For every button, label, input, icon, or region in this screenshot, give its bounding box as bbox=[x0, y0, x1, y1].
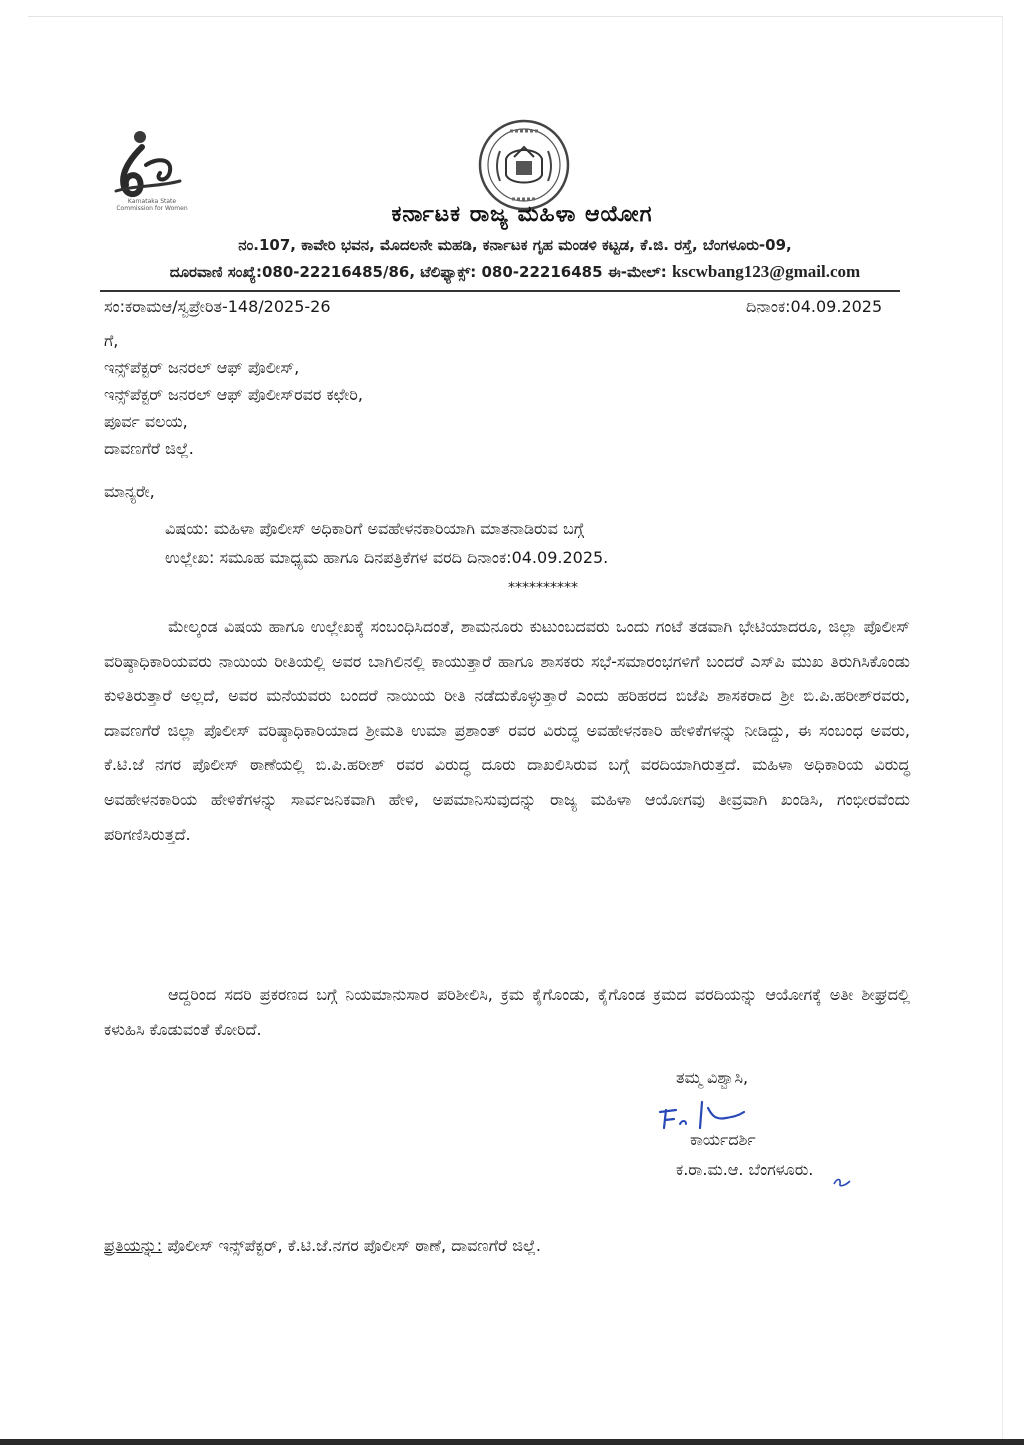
signatory-designation: ಕಾರ್ಯದರ್ಶಿ bbox=[690, 1130, 756, 1149]
body-paragraph-2: ಆದ್ದರಿಂದ ಸದರಿ ಪ್ರಕರಣದ ಬಗ್ಗೆ ನಿಯಮಾನುಸಾರ ಪರಿಶೀಲಿಸಿ, ಕ್ರಮ ಕೈಗೊಂಡು, ಕೈಗೊಂಡ ಕ್ರಮದ ವರದಿಯನ್ನು ಆಯೋಗಕ್ಕೆ ಅತೀ ಶೀಘ್ರದಲ್ಲಿ ಕಳುಹಿಸಿ ಕೊಡುವಂತೆ ಕೋರಿದೆ. bbox=[104, 985, 910, 1039]
scan-bottom-edge bbox=[0, 1439, 1024, 1445]
recipient-line: ಗೆ, bbox=[104, 331, 119, 350]
scan-border-top bbox=[28, 16, 1002, 17]
reference-line: ಉಲ್ಲೇಖ: ಸಮೂಹ ಮಾಧ್ಯಮ ಹಾಗೂ ದಿನಪತ್ರಿಕೆಗಳ ವರದಿ ದಿನಾಂಕ:04.09.2025. bbox=[165, 548, 609, 567]
recipient-line: ದಾವಣಗೆರೆ ಜಿಲ್ಲೆ. bbox=[104, 439, 194, 458]
signatory-office: ಕ.ರಾ.ಮ.ಆ. ಬೆಂಗಳೂರು. bbox=[676, 1160, 814, 1179]
closing-phrase: ತಮ್ಮ ವಿಶ್ವಾಸಿ, bbox=[676, 1068, 749, 1087]
section-separator: ********** bbox=[508, 580, 578, 596]
scan-border-right bbox=[1002, 16, 1003, 1445]
email-address: kscwbang123@gmail.com bbox=[672, 262, 861, 281]
copy-to-line bbox=[104, 1236, 541, 1256]
scan-top-margin bbox=[0, 0, 1024, 22]
subject-line: ವಿಷಯ: ಮಹಿಳಾ ಪೊಲೀಸ್ ಅಧಿಕಾರಿಗೆ ಅವಹೇಳನಕಾರಿಯಾಗಿ ಮಾತನಾಡಿರುವ ಬಗ್ಗೆ bbox=[165, 519, 585, 538]
body-paragraph-1: ಮೇಲ್ಕಂಡ ವಿಷಯ ಹಾಗೂ ಉಲ್ಲೇಖಕ್ಕೆ ಸಂಬಂಧಿಸಿದಂತೆ, ಶಾಮನೂರು ಕುಟುಂಬದವರು ಒಂದು ಗಂಟೆ ತಡವಾಗಿ ಭೇಟಿಯಾದರೂ, ಜಿಲ್ಲಾ ಪೊಲೀಸ್ ವರಿಷ್ಠಾಧಿಕಾರಿಯವರು ನಾಯಿಯ ರೀತಿಯಲ್ಲಿ ಅವರ ಬಾಗಿಲಿನಲ್ಲಿ ಕಾಯುತ್ತಾರೆ ಹಾಗೂ ಶಾಸಕರು ಸಭೆ-ಸಮಾರಂಭಗಳಿಗೆ ಬಂದರೆ ಎಸ್‌ಪಿ ಮುಖ ತಿರುಗಿಸಿಕೊಂಡು ಕುಳಿತಿರುತ್ತಾರೆ ಅಲ್ಲದೆ, ಅವರ ಮನೆಯವರು ಬಂದರೆ ನಾಯಿಯ ರೀತಿ ನಡೆದುಕೊಳ್ಳುತ್ತಾರೆ ಎಂದು ಹರಿಹರದ ಬಿಜೆಪಿ ಶಾಸಕರಾದ ಶ್ರೀ ಬಿ.ಪಿ.ಹರೀಶ್‌ರವರು, ದಾವಣಗೆರೆ ಜಿಲ್ಲಾ ಪೊಲೀಸ್ ವರಿಷ್ಠಾಧಿಕಾರಿಯಾದ ಶ್ರೀಮತಿ ಉಮಾ ಪ್ರಶಾಂತ್ ರವರ ವಿರುದ್ಧ ಅವಹೇಳನಕಾರಿ ಹೇಳಿಕೆಗಳನ್ನು ನೀಡಿದ್ದು, ಈ ಸಂಬಂಧ ಅವರು, ಕೆ.ಟಿ.ಜೆ ನಗರ ಪೊಲೀಸ್ ಠಾಣೆಯಲ್ಲಿ ಬಿ.ಪಿ.ಹರೀಶ್ ರವರ ವಿರುದ್ಧ ದೂರು ದಾಖಲಿಸಿರುವ ಬಗ್ಗೆ ವರದಿಯಾಗಿರುತ್ತದೆ. ಮಹಿಳಾ ಅಧಿಕಾರಿಯ ವಿರುದ್ಧ ಅವಹೇಳನಕಾರಿಯ ಹೇಳಿಕೆಗಳನ್ನು ಸಾರ್ವಜನಿಕವಾಗಿ ಹೇಳಿ, ಅಪಮಾನಿಸುವುದನ್ನು ರಾಜ್ಯ ಮಹಿಳಾ ಆಯೋಗವು ತೀವ್ರವಾಗಿ ಖಂಡಿಸಿ, ಗಂಭೀರವೆಂದು ಪರಿಗಣಿಸಿರುತ್ತದೆ. bbox=[104, 617, 910, 844]
salutation: ಮಾನ್ಯರೇ, bbox=[104, 482, 155, 501]
contact-line bbox=[100, 262, 930, 282]
contact-numbers: ದೂರವಾಣಿ ಸಂಖ್ಯೆ:080-22216485/86, ಟೆಲಿಫ್ಯಾಕ್ಸ್: 080-22216485 ಈ-ಮೇಲ್: bbox=[169, 263, 667, 281]
reference-number: ಸಂ:ಕರಾಮಆ/ಸ್ವಪ್ರೇರಿತ-148/2025-26 bbox=[104, 297, 331, 316]
letter-date: ದಿನಾಂಕ:04.09.2025 bbox=[746, 297, 883, 316]
recipient-line: ಇನ್ಸ್‌ಪೆಕ್ಟರ್ ಜನರಲ್ ಆಫ್ ಪೊಲೀಸ್, bbox=[104, 358, 300, 377]
recipient-address bbox=[104, 327, 363, 462]
logo-caption: Karnataka State Commission for Women bbox=[116, 198, 188, 212]
copy-to-label: ಪ್ರತಿಯನ್ನು: bbox=[104, 1236, 163, 1255]
copy-to-recipient: ಪೊಲೀಸ್ ಇನ್ಸ್‌ಪೆಕ್ಟರ್, ಕೆ.ಟಿ.ಜೆ.ನಗರ ಪೊಲೀಸ್ ಠಾಣೆ, ದಾವಣಗೆರೆ ಜಿಲ್ಲೆ. bbox=[162, 1236, 541, 1255]
recipient-line: ಪೂರ್ವ ವಲಯ, bbox=[104, 412, 188, 431]
recipient-line: ಇನ್ಸ್‌ಪೆಕ್ಟರ್ ಜನರಲ್ ಆಫ್ ಪೊಲೀಸ್‌ರವರ ಕಛೇರಿ, bbox=[104, 385, 363, 404]
office-address: ನಂ.107, ಕಾವೇರಿ ಭವನ, ಮೊದಲನೇ ಮಹಡಿ, ಕರ್ನಾಟಕ ಗೃಹ ಮಂಡಳಿ ಕಟ್ಟಡ, ಕೆ.ಜಿ. ರಸ್ತೆ, ಬೆಂಗಳೂರು-09, bbox=[238, 236, 792, 254]
government-emblem bbox=[476, 117, 572, 213]
ink-flourish bbox=[832, 1176, 852, 1188]
organization-title: ಕರ್ನಾಟಕ ರಾಜ್ಯ ಮಹಿಳಾ ಆಯೋಗ bbox=[391, 202, 653, 227]
header-divider bbox=[100, 290, 900, 292]
